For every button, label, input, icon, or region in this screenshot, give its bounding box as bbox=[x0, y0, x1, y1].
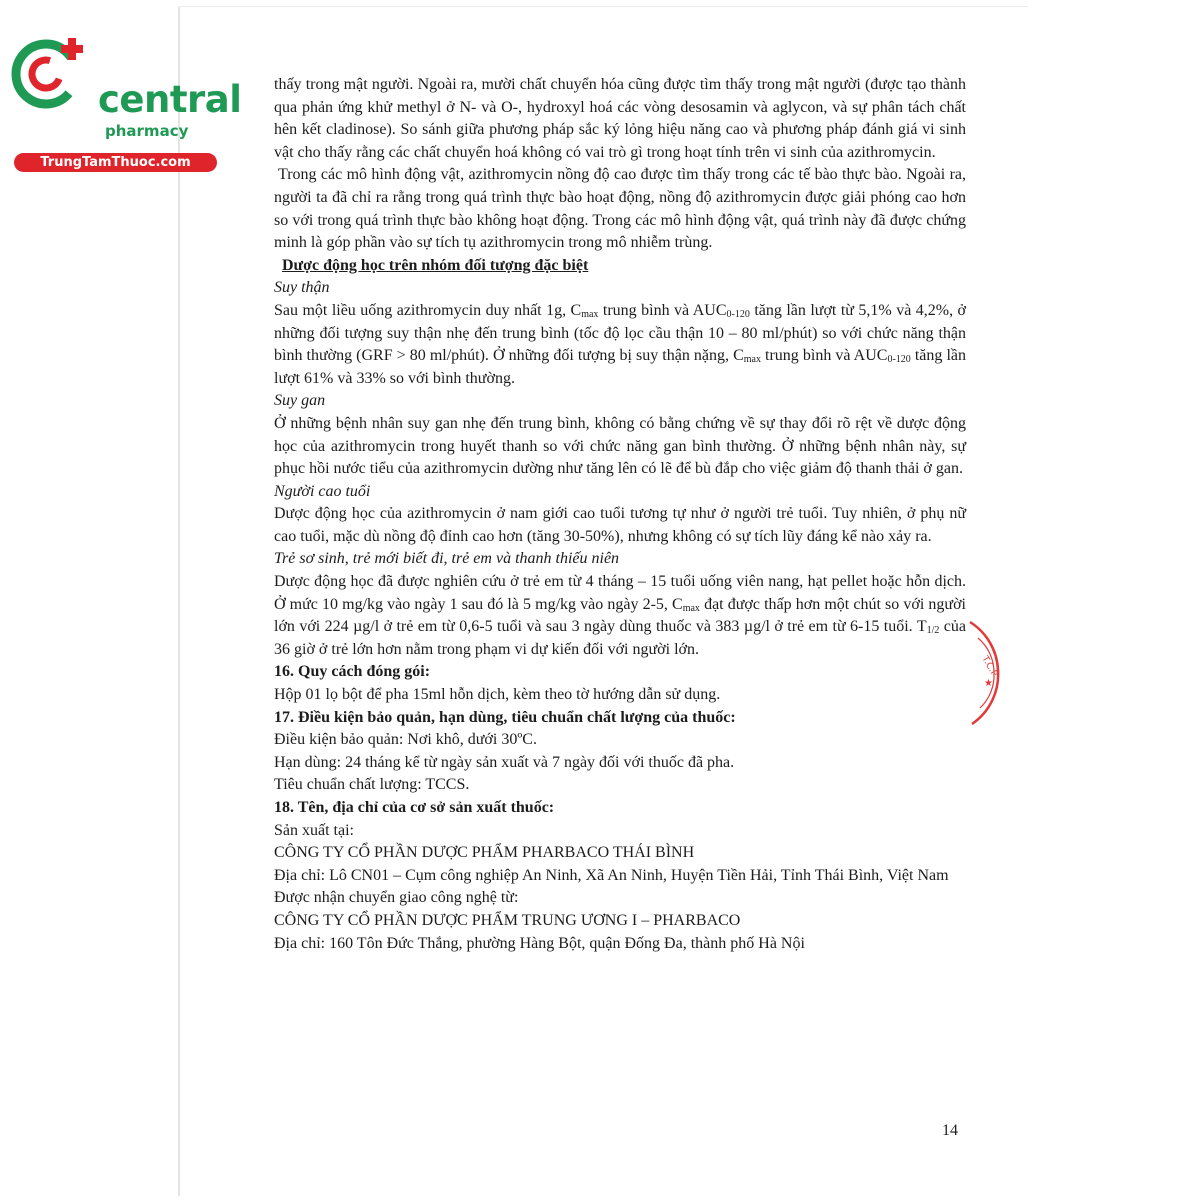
heading-special-populations: Dược động học trên nhóm đối tượng đặc biệt bbox=[282, 256, 589, 274]
company-stamp-icon bbox=[968, 618, 1000, 728]
heading-section-18: 18. Tên, địa chỉ của cơ sở sản xuất thuốc: bbox=[274, 799, 555, 816]
page-top-edge bbox=[178, 6, 1028, 7]
quality-standard-text: Tiêu chuẩn chất lượng: TCCS. bbox=[274, 776, 470, 794]
packaging-text: Hộp 01 lọ bột để pha 15ml hỗn dịch, kèm theo tờ hướng dẫn sử dụng. bbox=[274, 686, 721, 704]
shelf-life-text: Hạn dùng: 24 tháng kể từ ngày sản xuất và 7 ngày đối với thuốc đã pha. bbox=[274, 753, 735, 771]
central-pharmacy-logo bbox=[10, 36, 242, 170]
heading-elderly: Người cao tuổi bbox=[274, 482, 371, 500]
heading-hepatic: Suy gan bbox=[274, 392, 326, 410]
logo-brand-text: central bbox=[98, 78, 242, 121]
paragraph-animal-models: Trong các mô hình động vật, azithromycin nồng độ cao được tìm thấy trong các tế bào thực bào. Ngoài ra, người ta đã chỉ ra rằng trong quá trình thực bào hoạt động, nồng độ azithromycin được giải phóng cao hơn so với trong quá trình thực bào không hoạt động. Trong các mô hình động vật, quá trình này đã được chứng minh là góp phần vào sự tích tụ azithromycin trong mô nhiễm trùng. bbox=[274, 166, 966, 252]
heading-section-17: 17. Điều kiện bảo quản, hạn dùng, tiêu chuẩn chất lượng của thuốc: bbox=[274, 708, 736, 726]
manufacturer-name: CÔNG TY CỔ PHẦN DƯỢC PHẨM PHARBACO THÁI BÌNH bbox=[274, 844, 695, 862]
manufacturer-address: Địa chỉ: Lô CN01 – Cụm công nghiệp An Ninh, Xã An Ninh, Huyện Tiền Hải, Tỉnh Thái Bình, Việt Nam bbox=[274, 866, 949, 884]
svg-text:T.C.P: T.C.P bbox=[979, 654, 999, 679]
logo-url-badge: TrungTamThuoc.com bbox=[14, 153, 217, 172]
svg-text:★: ★ bbox=[984, 678, 993, 689]
made-at-label: Sản xuất tại: bbox=[274, 821, 354, 839]
transferor-name: CÔNG TY CỔ PHẦN DƯỢC PHẨM TRUNG ƯƠNG I – PHARBACO bbox=[274, 911, 741, 929]
transfer-label: Được nhận chuyển giao công nghệ từ: bbox=[274, 889, 519, 907]
heading-pediatrics: Trẻ sơ sinh, trẻ mới biết đi, trẻ em và thanh thiếu niên bbox=[274, 550, 620, 568]
heading-renal: Suy thận bbox=[274, 279, 330, 297]
storage-text: Điều kiện bảo quản: Nơi khô, dưới 30ºC. bbox=[274, 731, 537, 749]
page-left-edge bbox=[178, 6, 180, 1196]
logo-sub-text: pharmacy bbox=[105, 122, 189, 140]
page-number: 14 bbox=[942, 1122, 958, 1139]
paragraph-hepatic: Ở những bệnh nhân suy gan nhẹ đến trung bình, không có bằng chứng về sự thay đổi rõ rệt về dược động học của azithromycin trong huyết thanh so với chức năng gan bình thường. Ở những bệnh nhân này, sự phục hồi nước tiểu của azithromycin dường như tăng lên có lẽ để bù đắp cho việc giảm độ thanh thải ở gan. bbox=[274, 414, 966, 478]
transferor-address: Địa chỉ: 160 Tôn Đức Thắng, phường Hàng Bột, quận Đống Đa, thành phố Hà Nội bbox=[274, 934, 805, 952]
heading-section-16: 16. Quy cách đóng gói: bbox=[274, 663, 431, 681]
paragraph-elderly: Dược động học của azithromycin ở nam giới cao tuổi tương tự như ở người trẻ tuổi. Tuy nhiên, ở phụ nữ cao tuổi, mặc dù nồng độ đỉnh cao hơn (tăng 30-50%), nhưng không có sự tích lũy đáng kể nào xảy ra. bbox=[274, 505, 966, 545]
logo-mark-icon bbox=[10, 36, 100, 121]
paragraph-pediatrics: Dược động học đã được nghiên cứu ở trẻ em từ 4 tháng – 15 tuổi uống viên nang, hạt pellet hoặc hỗn dịch. Ở mức 10 mg/kg vào ngày 1 sau đó là 5 mg/kg vào ngày 2-5, $C_{max}$ đạt được thấp hơn một chút so với người lớn với 224 µg/l ở trẻ em từ 0,6-5 tuổi và sau 3 ngày dùng thuốc và 383 µg/l ở trẻ em từ 6-15 tuổi. $T_{1/2}$ của 36 giờ ở trẻ lớn hơn nằm trong phạm vi dự kiến đối với người lớn. bbox=[274, 573, 966, 658]
paragraph-renal: Sau một liều uống azithromycin duy nhất 1g, $C_{max}$ trung bình và $AUC_{0-120}$ tăng lần lượt từ 5,1% và 4,2%, ở những đối tượng suy thận nhẹ đến trung bình (tốc độ lọc cầu thận 10 – 80 ml/phút) so với chức năng thận bình thường (GRF > 80 ml/phút). Ở những đối tượng bị suy thận nặng, $C_{max}$ trung bình và $AUC_{0-120}$ tăng lần lượt 61% và 33% so với bình thường. bbox=[274, 301, 967, 387]
paragraph-metabolites: thấy trong mật người. Ngoài ra, mười chất chuyển hóa cũng được tìm thấy trong mật người (được tạo thành qua phản ứng khử methyl ở N- và O-, hydroxyl hoá các vòng desosamin và aglycon, và sự phân tách chất hên kết cladinose). So sánh giữa phương pháp sắc ký lỏng hiệu năng cao và phương pháp đánh giá vi sinh vật cho thấy rằng các chất chuyển hoá không có vai trò gì trong hoạt tính trên vi sinh của azithromycin. bbox=[274, 76, 966, 161]
document-body bbox=[274, 74, 966, 955]
